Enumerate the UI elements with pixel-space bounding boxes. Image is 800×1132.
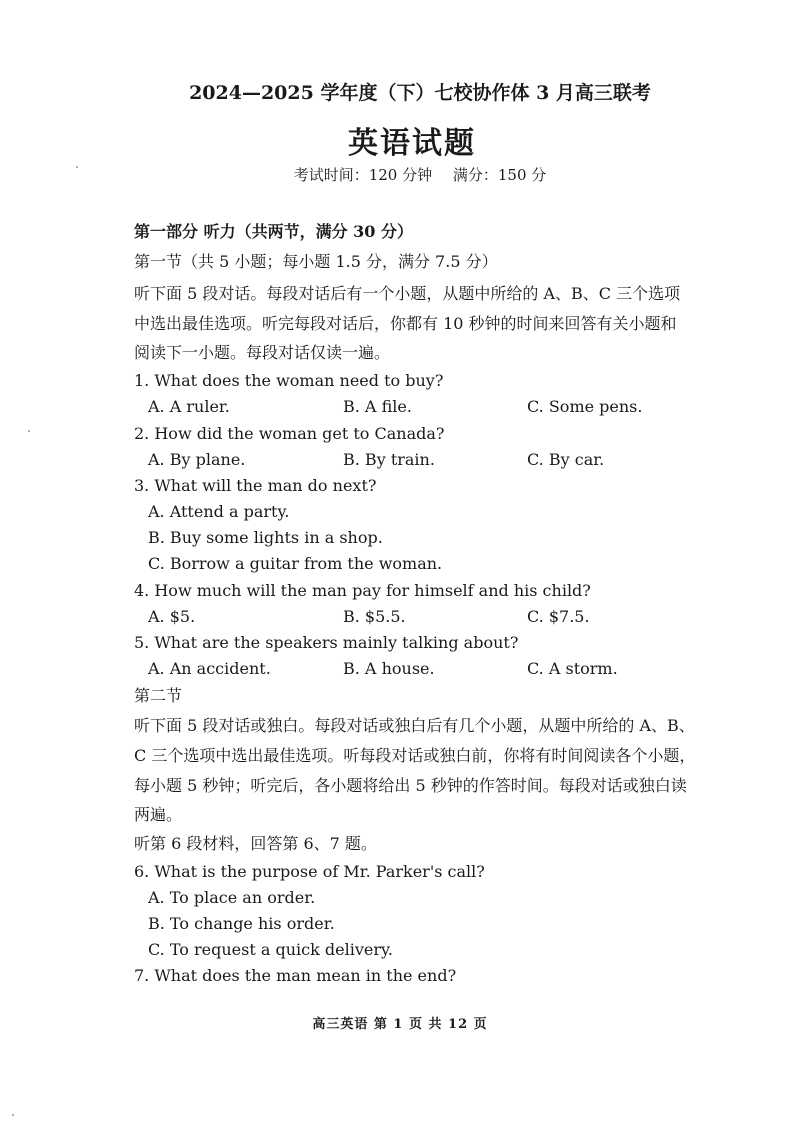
section2-heading: 第二节	[134, 686, 183, 705]
question-2-stem: 2. How did the woman get to Canada?	[134, 424, 445, 443]
section1-instruction-3: 阅读下一小题。每段对话仅读一遍。	[134, 343, 391, 362]
scan-speck	[12, 1114, 14, 1116]
question-4-stem: 4. How much will the man pay for himself and his child?	[134, 581, 591, 600]
section2-instruction-3: 每小题 5 秒钟；听完后，各小题将给出 5 秒钟的作答时间。每段对话或独白读	[134, 776, 687, 795]
exam-time: 考试时间：120 分钟	[293, 166, 433, 184]
section1-instruction-2: 中选出最佳选项。听完每段对话后，你都有 10 秒钟的时间来回答有关小题和	[134, 314, 677, 333]
question-5-option-c: C. A storm.	[527, 659, 618, 678]
question-6-stem: 6. What is the purpose of Mr. Parker's call?	[134, 862, 485, 881]
question-3-option-a: A. Attend a party.	[148, 502, 290, 521]
scan-speck	[28, 430, 30, 432]
page-footer: 高三英语 第 1 页 共 12 页	[312, 1017, 488, 1032]
material-6-instruction: 听第 6 段材料，回答第 6、7 题。	[134, 834, 377, 853]
question-7-stem: 7. What does the man mean in the end?	[134, 966, 457, 985]
question-3-stem: 3. What will the man do next?	[134, 476, 377, 495]
part1-heading: 第一部分 听力（共两节，满分 30 分）	[134, 222, 413, 241]
section1-instruction-1: 听下面 5 段对话。每段对话后有一个小题，从题中所给的 A、B、C 三个选项	[134, 284, 681, 303]
question-6-option-a: A. To place an order.	[148, 888, 316, 907]
exam-info	[20, 164, 800, 185]
question-5-option-b: B. A house.	[343, 659, 435, 678]
question-5-stem: 5. What are the speakers mainly talking about?	[134, 633, 519, 652]
section2-instruction-1: 听下面 5 段对话或独白。每段对话或独白后有几个小题，从题中所给的 A、B、	[134, 716, 695, 735]
question-4-option-c: C. $7.5.	[527, 607, 590, 626]
section2-instruction-4: 两遍。	[134, 805, 183, 824]
question-2-option-b: B. By train.	[343, 450, 435, 469]
question-1-option-a: A. A ruler.	[148, 397, 230, 416]
question-1-option-b: B. A file.	[343, 397, 412, 416]
scan-speck	[76, 166, 78, 168]
question-2-option-c: C. By car.	[527, 450, 605, 469]
subject-title: 英语试题	[348, 126, 476, 161]
section2-instruction-2: C 三个选项中选出最佳选项。听每段对话或独白前，你将有时间阅读各个小题，	[134, 746, 696, 765]
exam-score: 满分：150 分	[452, 166, 547, 184]
question-6-option-b: B. To change his order.	[148, 914, 335, 933]
question-5-option-a: A. An accident.	[148, 659, 271, 678]
question-4-option-a: A. $5.	[148, 607, 196, 626]
question-3-option-b: B. Buy some lights in a shop.	[148, 528, 383, 547]
question-6-option-c: C. To request a quick delivery.	[148, 940, 393, 959]
question-4-option-b: B. $5.5.	[343, 607, 406, 626]
question-2-option-a: A. By plane.	[148, 450, 246, 469]
question-1-option-c: C. Some pens.	[527, 397, 643, 416]
section1-heading: 第一节（共 5 小题；每小题 1.5 分，满分 7.5 分）	[134, 252, 498, 271]
question-1-stem: 1. What does the woman need to buy?	[134, 371, 444, 390]
exam-title: 2024—2025 学年度（下）七校协作体 3 月高三联考	[189, 82, 651, 104]
question-3-option-c: C. Borrow a guitar from the woman.	[148, 554, 443, 573]
